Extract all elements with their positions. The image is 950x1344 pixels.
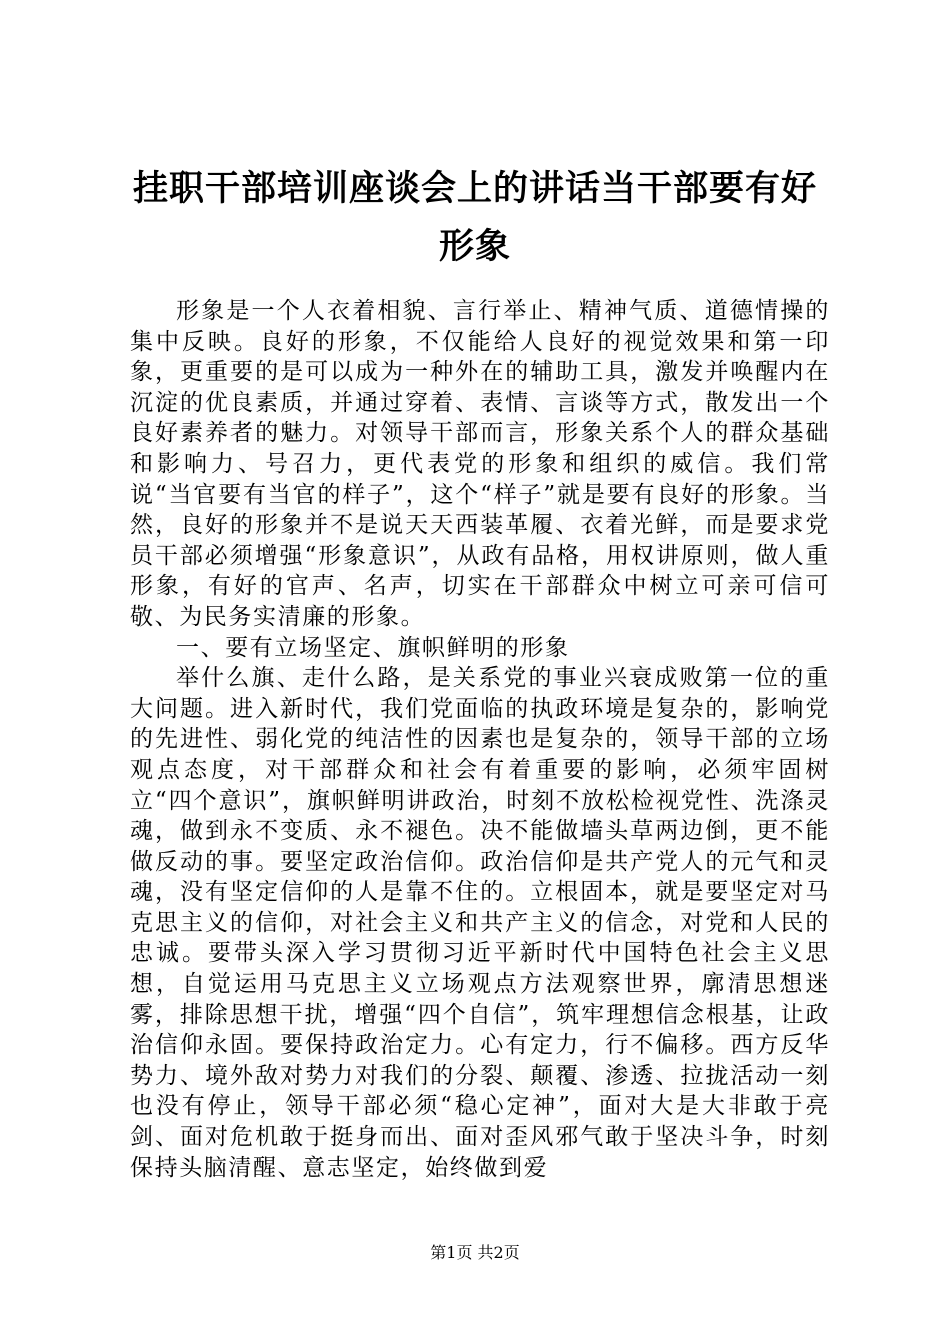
paragraph-section-1: 举什么旗、走什么路，是关系党的事业兴衰成败第一位的重大问题。进入新时代，我们党面临的执政环境是复杂的，影响党的先进性、弱化党的纯洁性的因素也是复杂的，领导干部的立场观点态度，对干部群众和社会有着重要的影响，必须牢固树立“四个意识”，旗帜鲜明讲政治，时刻不放松检视党性、洗涤灵魂，做到永不变质、永不褪色。决不能做墙头草两边倒，更不能做反动的事。要坚定政治信仰。政治信仰是共产党人的元气和灵魂，没有坚定信仰的人是靠不住的。立根固本，就是要坚定对马克思主义的信仰，对社会主义和共产主义的信念，对党和人民的忠诚。要带头深入学习贯彻习近平新时代中国特色社会主义思想，自觉运用马克思主义立场观点方法观察世界，廓清思想迷雾，排除思想干扰，增强“四个自信”，筑牢理想信念根基，让政治信仰永固。要保持政治定力。心有定力，行不偏移。西方反华势力、境外敌对势力对我们的分裂、颠覆、渗透、拉拢活动一刻也没有停止，领导干部必须“稳心定神”，面对大是大非敢于亮剑、面对危机敢于挺身而出、面对歪风邪气敢于坚决斗争，时刻保持头脑清醒、意志坚定，始终做到爱 [130, 665, 830, 1181]
paragraph-intro: 形象是一个人衣着相貌、言行举止、精神气质、道德情操的集中反映。良好的形象，不仅能给人良好的视觉效果和第一印象，更重要的是可以成为一种外在的辅助工具，激发并唤醒内在沉淀的优良素质，并通过穿着、表情、言谈等方式，散发出一个良好素养者的魅力。对领导干部而言，形象关系个人的群众基础和影响力、号召力，更代表党的形象和组织的威信。我们常说“当官要有当官的样子”，这个“样子”就是要有良好的形象。当然，良好的形象并不是说天天西装革履、衣着光鲜，而是要求党员干部必须增强“形象意识”，从政有品格，用权讲原则，做人重形象，有好的官声、名声，切实在干部群众中树立可亲可信可敬、为民务实清廉的形象。 [130, 298, 830, 630]
page-number-footer: 第1页 共2页 [430, 1243, 520, 1262]
section-heading-1: 一、要有立场坚定、旗帜鲜明的形象 [176, 634, 570, 661]
document-body [130, 296, 830, 1183]
document-title: 挂职干部培训座谈会上的讲话当干部要有好形象 [132, 168, 817, 267]
